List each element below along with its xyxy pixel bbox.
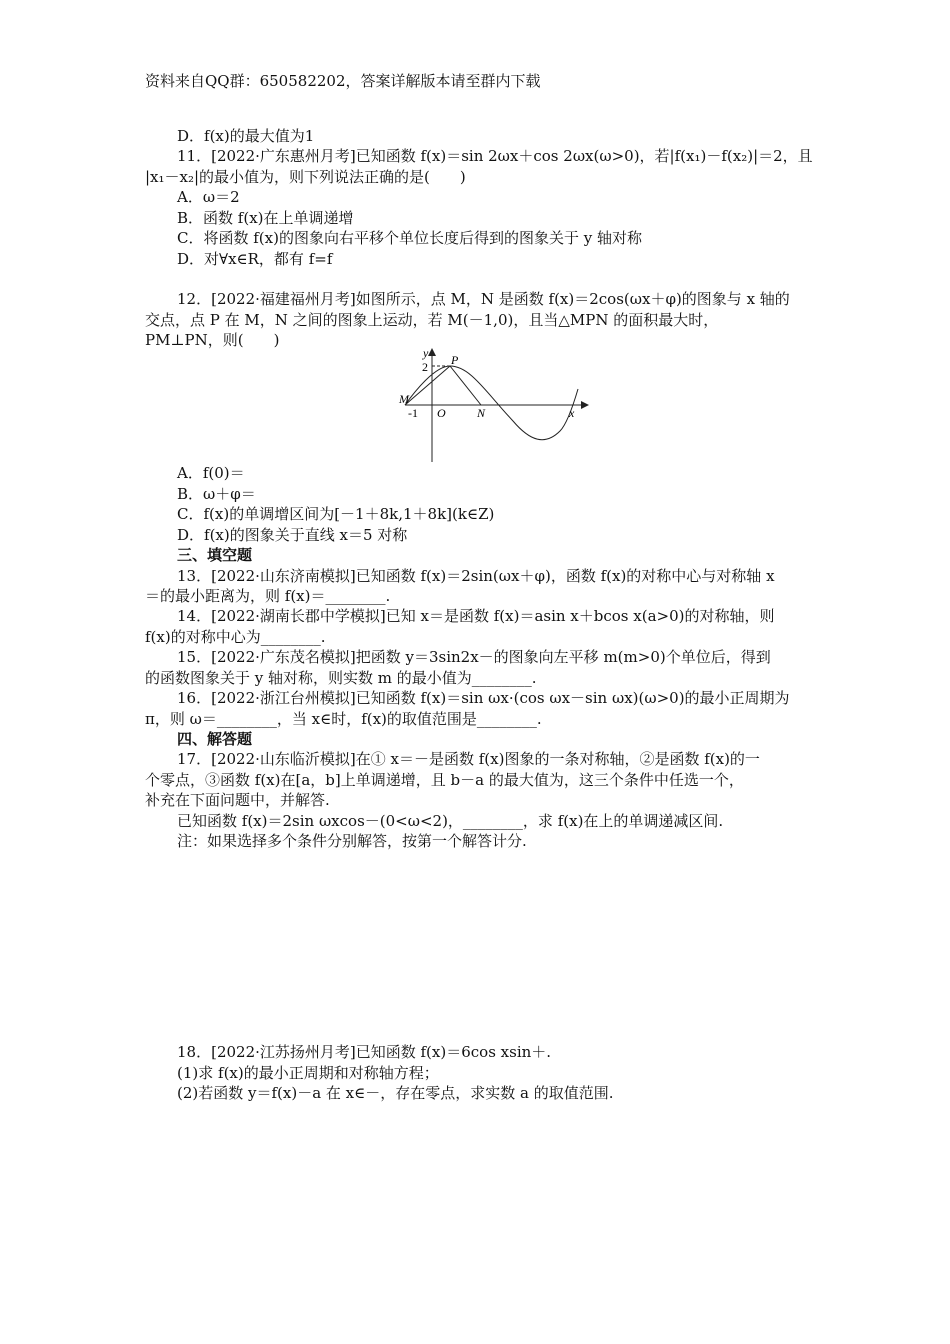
- q13-stem-2: ＝的最小距离为，则 f(x)＝________.: [145, 587, 391, 605]
- q12-stem-3: PM⊥PN，则( ): [145, 331, 280, 349]
- q11-option-c: C．将函数 f(x)的图象向右平移个单位长度后得到的图象关于 y 轴对称: [177, 229, 642, 247]
- graph-label-x: x: [569, 406, 575, 420]
- q12-option-c: C．f(x)的单调增区间为[－1＋8k,1＋8k](k∈Z): [177, 505, 495, 523]
- graph-label-n: N: [477, 406, 486, 420]
- q18-part-2: (2)若函数 y＝f(x)－a 在 x∈－，存在零点，求实数 a 的取值范围.: [177, 1084, 614, 1102]
- graph-label-m: M: [399, 392, 409, 406]
- q17-stem-1: 17．[2022·山东临沂模拟]在① x＝－是函数 f(x)图象的一条对称轴，②是函数 f(x)的一: [177, 750, 760, 768]
- q10-option-d: D．f(x)的最大值为1: [177, 127, 315, 145]
- q11-stem-2: |x₁－x₂|的最小值为，则下列说法正确的是( ): [145, 168, 466, 186]
- q12-option-a: A．f(0)＝: [177, 464, 245, 482]
- q14-stem-1: 14．[2022·湖南长郡中学模拟]已知 x＝是函数 f(x)＝asin x＋bcos x(a>0)的对称轴，则: [177, 607, 775, 625]
- q12-option-d: D．f(x)的图象关于直线 x＝5 对称: [177, 526, 408, 544]
- source-note: 资料来自QQ群：650582202，答案详解版本请至群内下载: [145, 72, 541, 90]
- cosine-graph: [395, 346, 590, 464]
- q18-stem: 18．[2022·江苏扬州月考]已知函数 f(x)＝6cos xsin＋.: [177, 1043, 552, 1061]
- q17-stem-3: 补充在下面问题中，并解答.: [145, 791, 330, 809]
- graph-label-p: P: [451, 353, 459, 367]
- q12-stem-1: 12．[2022·福建福州月考]如图所示，点 M，N 是函数 f(x)＝2cos(ωx＋φ)的图象与 x 轴的: [177, 290, 790, 308]
- q15-stem-2: 的函数图象关于 y 轴对称，则实数 m 的最小值为________.: [145, 669, 537, 687]
- q17-note: 注：如果选择多个条件分别解答，按第一个解答计分.: [177, 832, 527, 850]
- q18-part-1: (1)求 f(x)的最小正周期和对称轴方程；: [177, 1064, 439, 1082]
- q11-option-d: D．对∀x∈R，都有 f=f: [177, 250, 333, 268]
- q17-stem-4: 已知函数 f(x)＝2sin ωxcos－(0<ω<2)，________，求 f(x)在上的单调递减区间.: [177, 812, 724, 830]
- q15-stem-1: 15．[2022·广东茂名模拟]把函数 y＝3sin2x－的图象向左平移 m(m>0)个单位后，得到: [177, 648, 771, 666]
- graph-label-two: 2: [422, 360, 428, 374]
- q12-option-b: B．ω＋φ＝: [177, 485, 256, 503]
- q16-stem-2: π，则 ω＝________，当 x∈时，f(x)的取值范围是________.: [145, 710, 542, 728]
- q11-stem-1: 11．[2022·广东惠州月考]已知函数 f(x)＝sin 2ωx＋cos 2ωx(ω>0)，若|f(x₁)－f(x₂)|＝2，且: [177, 147, 813, 165]
- q12-stem-2: 交点，点 P 在 M，N 之间的图象上运动，若 M(－1,0)，且当△MPN 的面积最大时，: [145, 311, 719, 329]
- q11-option-a: A．ω＝2: [177, 188, 240, 206]
- graph-label-minus-one: -1: [408, 406, 418, 420]
- section-answer: 四、解答题: [177, 730, 253, 748]
- graph-label-o: O: [437, 406, 446, 420]
- q17-stem-2: 个零点，③函数 f(x)在[a，b]上单调递增，且 b－a 的最大值为，这三个条件中任选一个，: [145, 771, 744, 789]
- graph-label-y: y: [423, 346, 429, 360]
- q14-stem-2: f(x)的对称中心为________.: [145, 628, 326, 646]
- q16-stem-1: 16．[2022·浙江台州模拟]已知函数 f(x)＝sin ωx·(cos ωx－sin ωx)(ω>0)的最小正周期为: [177, 689, 790, 707]
- q11-option-b: B．函数 f(x)在上单调递增: [177, 209, 354, 227]
- q13-stem-1: 13．[2022·山东济南模拟]已知函数 f(x)＝2sin(ωx＋φ)，函数 f(x)的对称中心与对称轴 x: [177, 567, 775, 585]
- section-fill-blank: 三、填空题: [177, 546, 253, 564]
